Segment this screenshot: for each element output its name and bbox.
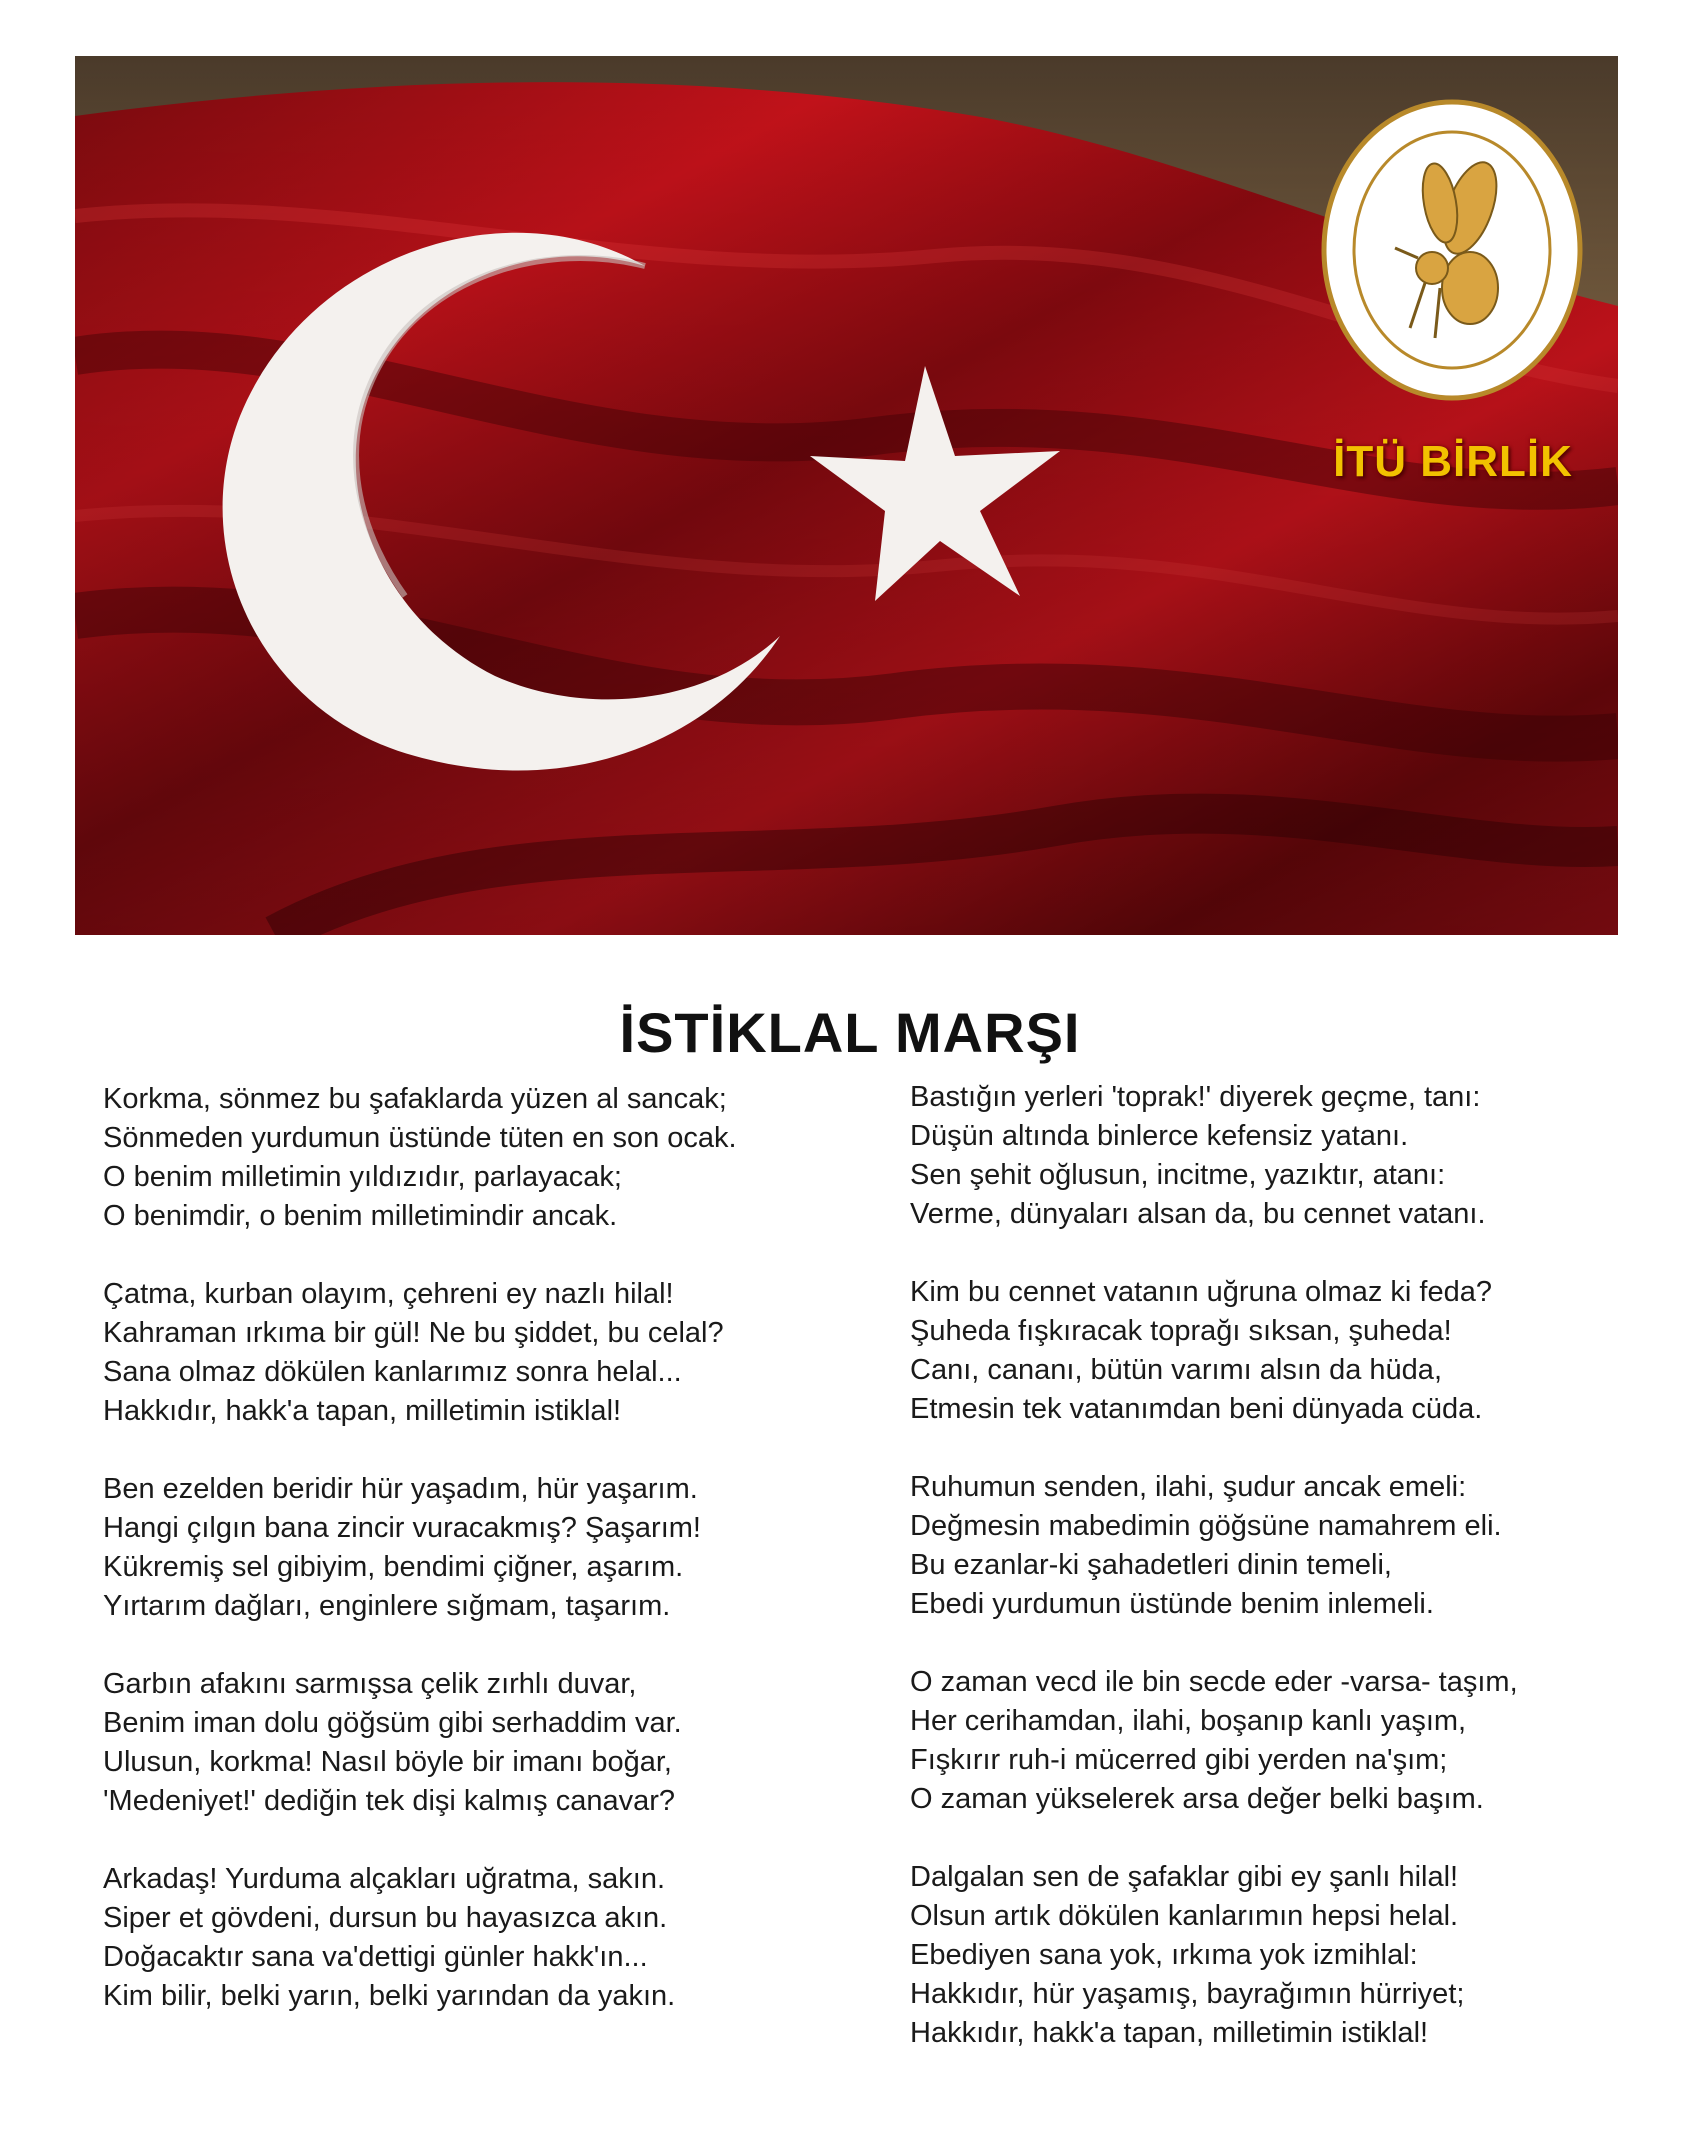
right-column [910,1078,1670,2092]
verse-line: Çatma, kurban olayım, çehreni ey nazlı hilal! [103,1278,674,1310]
stanza [103,1665,863,1821]
verse-line: Ruhumun senden, ilahi, şudur ancak emeli: [910,1471,1467,1503]
logo-title: İTÜ BİRLİK [1333,437,1573,486]
left-column [103,1080,863,2055]
verse-line: Şuheda fışkıracak toprağı sıksan, şuheda! [910,1315,1452,1347]
verse-line: Düşün altında binlerce kefensiz yatanı. [910,1120,1409,1152]
verse-line: 'Medeniyet!' dediğin tek dişi kalmış canavar? [103,1785,676,1817]
verse-line: Yırtarım dağları, enginlere sığmam, taşarım. [103,1590,671,1622]
verse-line: Hakkıdır, hakk'a tapan, milletimin istiklal! [103,1395,622,1427]
verse-line: Olsun artık dökülen kanlarımın hepsi helal. [910,1900,1459,1932]
verse-line: Hangi çılgın bana zincir vuracakmış? Şaşarım! [103,1512,701,1544]
stanza [910,1273,1670,1429]
verse-line: Bu ezanlar-ki şahadetleri dinin temeli, [910,1549,1392,1581]
verse-line: Kim bu cennet vatanın uğruna olmaz ki feda? [910,1276,1492,1308]
verse-line: Kükremiş sel gibiyim, bendimi çiğner, aşarım. [103,1551,684,1583]
verse-line: Değmesin mabedimin göğsüne namahrem eli. [910,1510,1502,1542]
verse-line: Siper et gövdeni, dursun bu hayasızca akın. [103,1902,668,1934]
verse-line: Korkma, sönmez bu şafaklarda yüzen al sancak; [103,1083,727,1115]
verse-line: Her cerihamdan, ilahi, boşanıp kanlı yaşım, [910,1705,1467,1737]
verse-line: Ebediyen sana yok, ırkıma yok izmihlal: [910,1939,1418,1971]
verse-line: Sana olmaz dökülen kanlarımız sonra helal... [103,1356,682,1388]
verse-line: O zaman vecd ile bin secde eder -varsa- taşım, [910,1666,1518,1698]
verse-line: O benim milletimin yıldızıdır, parlayacak; [103,1161,622,1193]
verse-line: Etmesin tek vatanımdan beni dünyada cüda. [910,1393,1483,1425]
verse-line: Ulusun, korkma! Nasıl böyle bir imanı boğar, [103,1746,672,1778]
verse-line: Arkadaş! Yurduma alçakları uğratma, sakın. [103,1863,666,1895]
verse-line: Canı, cananı, bütün varımı alsın da hüda, [910,1354,1442,1386]
verse-line: Ben ezelden beridir hür yaşadım, hür yaşarım. [103,1473,698,1505]
stanza [103,1275,863,1431]
verse-line: Bastığın yerleri 'toprak!' diyerek geçme, tanı: [910,1081,1481,1113]
verse-line: Kahraman ırkıma bir gül! Ne bu şiddet, bu celal? [103,1317,724,1349]
verse-line: Hakkıdır, hür yaşamış, bayrağımın hürriyet; [910,1978,1465,2010]
verse-line: Hakkıdır, hakk'a tapan, milletimin istiklal! [910,2017,1429,2049]
stanza [910,1078,1670,1234]
verse-line: Benim iman dolu göğsüm gibi serhaddim var. [103,1707,682,1739]
verse-line: O zaman yükselerek arsa değer belki başım. [910,1783,1484,1815]
stanza [103,1470,863,1626]
itu-logo [1320,98,1585,403]
stanza [103,1860,863,2016]
verse-line: Kim bilir, belki yarın, belki yarından da yakın. [103,1980,676,2012]
verse-line: O benimdir, o benim milletimindir ancak. [103,1200,618,1232]
verse-line: Ebedi yurdumun üstünde benim inlemeli. [910,1588,1434,1620]
verse-line: Verme, dünyaları alsan da, bu cennet vatanı. [910,1198,1486,1230]
stanza [910,1663,1670,1819]
verse-line: Garbın afakını sarmışsa çelik zırhlı duvar, [103,1668,637,1700]
verse-line: Dalgalan sen de şafaklar gibi ey şanlı hilal! [910,1861,1459,1893]
verse-line: Doğacaktır sana va'dettigi günler hakk'ın... [103,1941,648,1973]
stanza [103,1080,863,1236]
stanza [910,1468,1670,1624]
bee-emblem-icon [1320,98,1585,403]
verse-line: Fışkırır ruh-i mücerred gibi yerden na'şım; [910,1744,1448,1776]
page-title: İSTİKLAL MARŞI [619,1001,1081,1064]
verse-line: Sen şehit oğlusun, incitme, yazıktır, atanı: [910,1159,1446,1191]
stanza [910,1858,1670,2053]
verse-line: Sönmeden yurdumun üstünde tüten en son ocak. [103,1122,737,1154]
